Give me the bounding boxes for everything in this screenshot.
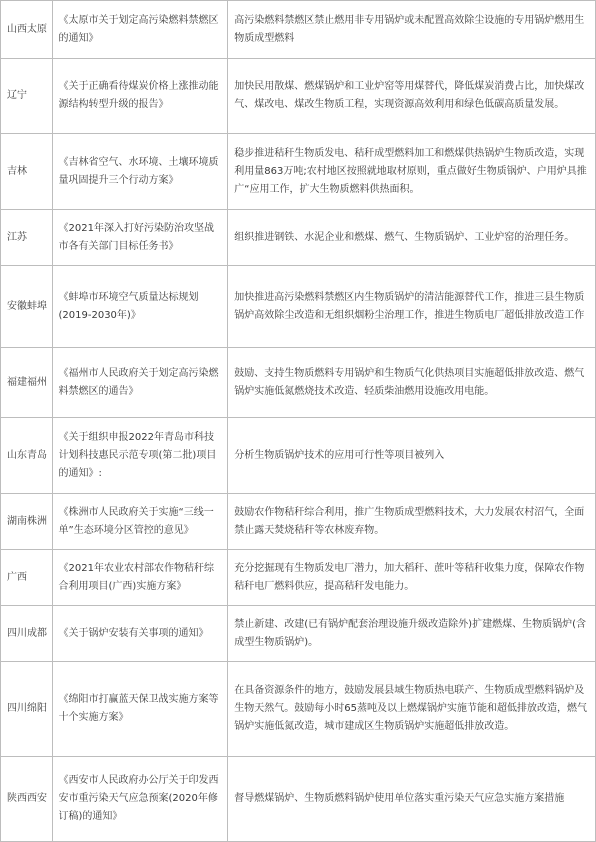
region-cell — [1, 210, 53, 266]
document-cell — [52, 550, 228, 606]
region-cell — [1, 266, 53, 348]
content-cell — [228, 550, 596, 606]
policy-content: 加快民用散煤、燃煤锅炉和工业炉窑等用煤替代，降低煤炭消费占比，加快煤改气、煤改电、煤改生物质工程，实现资源高效利用和绿色低碳高质量发展。 — [234, 81, 585, 110]
table-row — [1, 134, 596, 210]
table-row — [1, 494, 596, 550]
region-text: 安徽蚌埠 — [7, 300, 47, 312]
document-title: 《关于锅炉安装有关事项的通知》 — [58, 627, 209, 639]
policy-content: 分析生物质锅炉技术的应用可行性等项目被列入 — [234, 449, 445, 461]
document-title: 《关于正确看待煤炭价格上涨推动能源结构转型升级的报告》 — [58, 81, 219, 110]
region-text: 四川成都 — [7, 627, 47, 639]
document-title: 《蚌埠市环境空气质量达标规划(2019-2030年)》 — [58, 291, 199, 321]
policy-content: 加快推进高污染燃料禁燃区内生物质锅炉的清洁能源替代工作，推进三县生物质锅炉高效除尘改造和无组织烟粉尘治理工作，推进生物质电厂超低排放改造工作 — [234, 291, 585, 321]
document-cell — [52, 134, 228, 210]
content-cell — [228, 210, 596, 266]
region-cell — [1, 59, 53, 134]
table-row — [1, 606, 596, 662]
content-cell — [228, 59, 596, 134]
content-cell — [228, 662, 596, 757]
document-cell — [52, 59, 228, 134]
policy-content: 充分挖掘现有生物质发电厂潜力，加大稻秆、蔗叶等秸秆收集力度，保障农作物秸秆电厂燃料供应，提高秸秆发电能力。 — [234, 562, 585, 592]
region-cell — [1, 550, 53, 606]
document-cell — [52, 418, 228, 494]
document-title: 《福州市人民政府关于划定高污染燃料禁燃区的通告》 — [58, 367, 219, 397]
policy-content: 高污染燃料禁燃区禁止燃用非专用锅炉或未配置高效除尘设施的专用锅炉燃用生物质成型燃料 — [234, 14, 585, 44]
region-text: 湖南株洲 — [7, 515, 47, 527]
table-row — [1, 757, 596, 842]
content-cell — [228, 606, 596, 662]
region-text: 吉林 — [7, 165, 27, 177]
content-cell — [228, 348, 596, 418]
policy-content: 稳步推进秸秆生物质发电、秸秆成型燃料加工和燃煤供热锅炉生物质改造，实现利用量863万吨;农村地区按照就地取材原则，重点做好生物质锅炉、户用炉具推广“应用工作，扩大生物质燃料供热面积。 — [234, 147, 587, 195]
document-cell — [52, 348, 228, 418]
table-row — [1, 266, 596, 348]
region-cell — [1, 494, 53, 550]
region-cell — [1, 348, 53, 418]
table-row — [1, 210, 596, 266]
region-cell — [1, 606, 53, 662]
content-cell — [228, 494, 596, 550]
region-cell — [1, 134, 53, 210]
region-text: 福建福州 — [7, 376, 47, 388]
document-title: 《株洲市人民政府关于实施“三线一单”生态环境分区管控的意见》 — [58, 506, 214, 536]
policy-content: 在具备资源条件的地方，鼓励发展县域生物质热电联产、生物质成型燃料锅炉及生物天然气。鼓励每小时65蒸吨及以上燃煤锅炉实施节能和超低排放改造，燃气锅炉实施低氮改造，城市建成区生物质锅炉实施超低排放改造。 — [234, 685, 588, 732]
table-row — [1, 1, 596, 59]
document-cell — [52, 210, 228, 266]
policy-content: 禁止新建、改建(已有锅炉配套治理设施升级改造除外)扩建燃煤、生物质锅炉(含成型生物质锅炉)。 — [234, 618, 586, 648]
region-text: 广西 — [7, 571, 27, 583]
document-cell — [52, 1, 228, 59]
document-title: 《关于组织申报2022年青岛市科技计划科技惠民示范专项(第二批)项目的通知》: — [58, 431, 217, 479]
document-cell — [52, 494, 228, 550]
content-cell — [228, 266, 596, 348]
region-text: 山东青岛 — [7, 449, 47, 461]
region-text: 四川绵阳 — [7, 703, 47, 714]
policy-content: 鼓励农作物秸秆综合利用，推广生物质成型燃料技术，大力发展农村沼气，全面禁止露天焚烧秸秆等农林废弃物。 — [234, 506, 585, 536]
table-body — [1, 1, 596, 842]
document-title: 《绵阳市打赢蓝天保卫战实施方案等十个实施方案》 — [58, 694, 219, 723]
table-row — [1, 418, 596, 494]
content-cell — [228, 134, 596, 210]
region-cell — [1, 418, 53, 494]
document-cell — [52, 757, 228, 842]
document-title: 《太原市关于划定高污染燃料禁燃区的通知》 — [58, 14, 219, 44]
policy-content: 组织推进钢铁、水泥企业和燃煤、燃气、生物质锅炉、工业炉窑的治理任务。 — [234, 231, 575, 243]
document-title: 《西安市人民政府办公厅关于印发西安市重污染天气应急预案(2020年修订稿)的通知》 — [58, 775, 219, 822]
region-text: 陕西西安 — [7, 793, 47, 804]
policy-content: 鼓励、支持生物质燃料专用锅炉和生物质气化供热项目实施超低排放改造、燃气锅炉实施低氮燃烧技术改造、轻质柴油燃用设施改用电能。 — [234, 367, 585, 397]
document-title: 《2021年深入打好污染防治攻坚战市各有关部门目标任务书》 — [58, 222, 214, 252]
document-cell — [52, 606, 228, 662]
content-cell — [228, 757, 596, 842]
region-cell — [1, 662, 53, 757]
region-cell — [1, 757, 53, 842]
region-text: 江苏 — [7, 231, 27, 243]
table-row — [1, 662, 596, 757]
content-cell — [228, 1, 596, 59]
document-title: 《2021年农业农村部农作物秸秆综合利用项目(广西)实施方案》 — [58, 562, 214, 592]
content-cell — [228, 418, 596, 494]
document-title: 《吉林省空气、水环境、土壤环境质量巩固提升三个行动方案》 — [58, 156, 219, 186]
region-cell — [1, 1, 53, 59]
table-row — [1, 59, 596, 134]
policy-content: 督导燃煤锅炉、生物质燃料锅炉使用单位落实重污染天气应急实施方案措施 — [234, 793, 565, 804]
table-row — [1, 550, 596, 606]
document-cell — [52, 662, 228, 757]
region-text: 辽宁 — [7, 90, 27, 101]
region-text: 山西太原 — [7, 23, 47, 35]
table-row — [1, 348, 596, 418]
document-cell — [52, 266, 228, 348]
